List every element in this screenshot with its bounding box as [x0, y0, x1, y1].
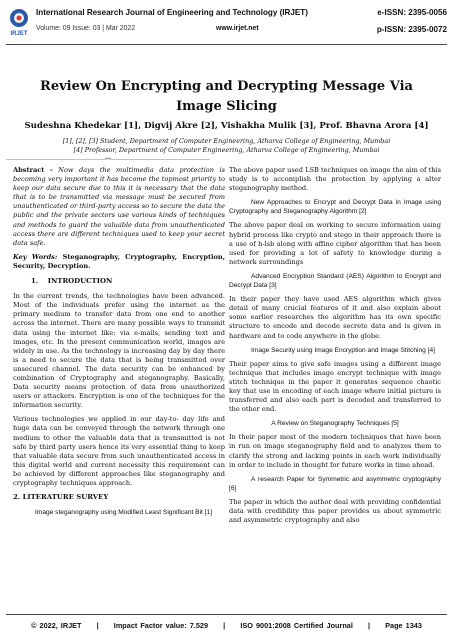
- affiliation-professor: [4] Professor, Department of Computer Engineering, Atharva College of Engineering, Mumbai: [73, 146, 380, 154]
- journal-title: International Research Journal of Engineering and Technology (IRJET): [36, 8, 308, 17]
- page-footer: © 2022, IRJET | Impact Factor value: 7.529 | ISO 9001:2008 Certified Journal | Page 1343: [31, 621, 422, 630]
- body-paragraph: In their paper they have used AES algorithm which gives detail of many crucial features of it and also explain about some earlier researches the algorithm has its own specific structure to encode and decode secrete data and is given in hardware and to code anywhere in the globe.: [229, 295, 441, 340]
- reference-title: A Review on Steganography Techniques [5]: [271, 420, 399, 428]
- header-rule: [6, 44, 447, 45]
- intro-paragraph-1: In the current trends, the technologies have been advanced. Most of the individuals prefer using the internet as the primary medium to transfer data from one end to another across the internet. There are many possible ways to transmit data using the internet like: via e-mails, sending text and images, etc. In the present communication world, images are widely in use. As the technology is increasing day by day there is a need to secure the data that is being transmitted over unsecured channel. The data security can be enhanced by combination of Cryptography and steganography. Basically, Data security means protection of data from unauthorized users or attackers. Encryption is one of the techniques for the information security.: [13, 292, 225, 410]
- section-separator: -----------------------------------------------------------------------------------***-----------------------------------------------------------------------------------: [6, 157, 210, 163]
- intro-heading: 1. INTRODUCTION: [31, 277, 113, 286]
- reference-title: Advanced Encryption Standard (AES) Algorithm to Encrypt and Decrypt Data [3]: [229, 272, 441, 290]
- right-column: [229, 166, 441, 530]
- pissn: p-ISSN: 2395-0072: [376, 25, 447, 34]
- reference-title: A research Paper for Symmetric and asymmetric cryptography [6]: [229, 475, 441, 492]
- irjet-logo: [6, 7, 32, 37]
- abstract: [13, 166, 225, 248]
- body-paragraph: The above paper used LSB techniques on image the aim of this study is to accomplish the protection by applying a alter steganography method.: [229, 166, 441, 193]
- body-paragraph: Their paper aims to give safe images using a different image technique that includes image encrypt technique with image stitch technique in the paper it generates sequence chaotic key that use in encoding of each image where initial picture is transferred and also each part is decoded and transferred to the other end.: [229, 359, 441, 414]
- left-column: [13, 166, 225, 522]
- paper-title: Review On Encrypting and Decrypting Message Via Image Slicing: [40, 79, 413, 114]
- eissn: e-ISSN: 2395-0056: [377, 8, 447, 17]
- intro-paragraph-2: Various technologies we applied in our day-to- day life and huge data can be conveyed through the network through one medium to other the valuable data that is transmitted is not safe by third party users hence its very essential thing to keep that valuable data secure from such unauthenticated access in this digital world and current necessity this requirement can be achieved by different approaches like steganography and cryptography techniques approach.: [13, 415, 225, 487]
- literature-survey-heading: 2. LITERATURE SURVEY: [13, 493, 109, 502]
- body-paragraph: In their paper most of the modern techniques that have been in run on image steganography field and to analyzes them to clarify the strong and lacking points in each work individually in order to include in thought for future works in time ahead.: [229, 433, 441, 469]
- abstract-label: Abstract -: [13, 166, 53, 174]
- reference-title: New Approaches to Encrypt and Decrypt Data in Image using Cryptography and Steganography Algorithm [2]: [229, 199, 441, 216]
- keywords-label: Key Words:: [13, 252, 58, 261]
- body-paragraph: The paper in which the author deal with providing confidential data with credibility this paper provides us about symmetric and asymmetric cryptography and also: [229, 497, 441, 525]
- reference-title: Image Security using Image Encryption and Image Stitching [4]: [251, 346, 435, 354]
- footer-rule: [6, 614, 447, 615]
- keywords-text: Steganography, Cryptography, Encryption, Security, Decryption.: [13, 252, 226, 270]
- body-paragraph: The above paper deal on working to secure information using hybrid process like crypto and stego in their approach there is a use of h-lsb along with affine cipher algorithm that has been used for providing a lot of safety to knowledge during a network surroundings: [229, 221, 441, 266]
- author-list: Sudeshna Khedekar [1], Digvij Akre [2], Vishakha Mulik [3], Prof. Bhavna Arora [4]: [24, 121, 429, 131]
- journal-header: [6, 6, 447, 40]
- keywords: [13, 253, 225, 271]
- volume-issue: Volume: 09 Issue: 03 | Mar 2022: [36, 25, 136, 32]
- affiliation-students: [1], [2], [3] Student, Department of Computer Engineering, Atharva College of Engineering, Mumbai: [62, 137, 391, 145]
- reference-title-1: Image steganography using Modified Least Significant Bit [1]: [35, 509, 213, 517]
- journal-website[interactable]: www.irjet.net: [216, 25, 259, 32]
- abstract-text: Now days the multimedia data protection is becoming very important it has become the topmost priority to keep our data secure due to this it is necessary that the data that is to be transmitted via message must be secured from unauthenticated or third-party access so to secure the data the public and the private sectors use various kinds of techniques and methods to guard the valuable data from unauthenticated access there are different techniques used to keep your secret data safe.: [13, 166, 225, 247]
- svg-text:IRJET: IRJET: [10, 31, 28, 37]
